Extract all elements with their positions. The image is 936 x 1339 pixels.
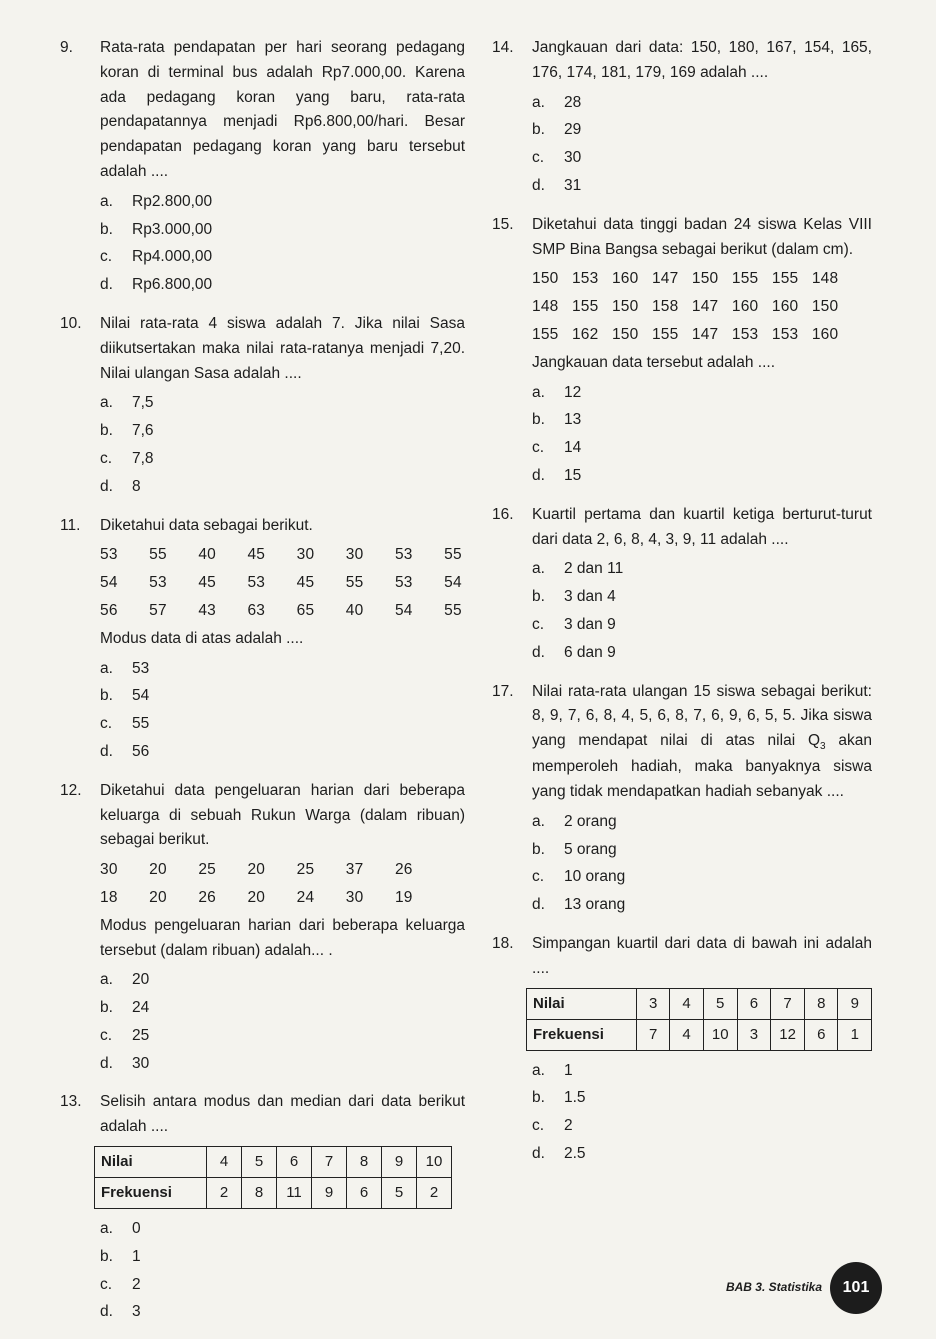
data-row: 30 20 25 20 25 37 26 [100, 861, 413, 879]
table-row [95, 1178, 452, 1209]
question-number: 13. [60, 1093, 82, 1111]
data-row: 54 53 45 53 45 55 53 54 [100, 574, 462, 592]
option-d: d. 13 orang [532, 896, 626, 914]
question-number: 10. [60, 314, 82, 332]
question-prompt: Modus pengeluaran harian dari beberapa keluarga tersebut (dalam ribuan) adalah... . [100, 916, 465, 959]
frequency-table [94, 1146, 452, 1209]
option-d: d. 15 [532, 466, 582, 484]
question-number: 14. [492, 39, 514, 56]
table-header-cell: Nilai [527, 988, 637, 1019]
table-cell: 6 [347, 1178, 382, 1209]
option-a: a. Rp2.800,00 [100, 192, 213, 210]
option-c: c. 14 [532, 439, 582, 457]
data-row: 18 20 26 20 24 30 19 [100, 888, 413, 906]
data-row: 155 162 150 155 147 153 153 160 [532, 325, 839, 343]
table-cell: 5 [382, 1178, 417, 1209]
table-row [527, 988, 872, 1019]
question-number: 12. [60, 781, 82, 799]
table-cell: 7 [771, 988, 805, 1019]
question-stem: Kuartil pertama dan kuartil ketiga berturut-turut dari data 2, 6, 8, 4, 3, 9, 11 adalah .... [532, 505, 872, 548]
option-a: a. 20 [100, 971, 150, 989]
table-cell: 10 [703, 1019, 737, 1050]
question-stem: Nilai rata-rata 4 siswa adalah 7. Jika nilai Sasa diikutsertakan maka nilai rata-ratanya menjadi 7,20. Nilai ulangan Sasa adalah .... [100, 314, 465, 382]
table-cell: 2 [417, 1178, 452, 1209]
option-b: b. 3 dan 4 [532, 588, 616, 606]
question-9 [60, 36, 465, 298]
data-row: 148 155 150 158 147 160 160 150 [532, 298, 839, 316]
table-row [95, 1147, 452, 1178]
option-b: b. 24 [100, 999, 150, 1017]
table-cell: 9 [382, 1147, 417, 1178]
question-12 [60, 779, 465, 1077]
question-stem: Rata-rata pendapatan per hari seorang pedagang koran di terminal bus adalah Rp7.000,00. Karena ada pedagang koran yang baru, rata-rata pendapatannya menjadi Rp6.800,00/hari. Besar pendapatan pedagang koran yang baru tersebut adalah .... [100, 39, 465, 180]
table-cell: 6 [277, 1147, 312, 1178]
option-b: b. Rp3.000,00 [100, 220, 213, 238]
page-number: 101 [830, 1262, 882, 1314]
option-b: b. 1.5 [532, 1089, 586, 1107]
table-cell: 6 [805, 1019, 838, 1050]
option-a: a. 53 [100, 659, 150, 677]
left-column [60, 36, 465, 1339]
table-header-cell: Frekuensi [95, 1178, 207, 1209]
option-c: c. 30 [532, 149, 582, 167]
table-cell: 7 [312, 1147, 347, 1178]
option-d: d. 2.5 [532, 1144, 586, 1162]
option-d: d. Rp6.800,00 [100, 276, 213, 294]
question-number: 17. [492, 682, 514, 700]
option-d: d. 30 [100, 1054, 150, 1072]
option-c: c. Rp4.000,00 [100, 248, 213, 266]
question-prompt: Modus data di atas adalah .... [100, 629, 304, 647]
question-16 [492, 503, 872, 666]
data-row: 56 57 43 63 65 40 54 55 [100, 601, 462, 619]
data-row: 53 55 40 45 30 30 53 55 [100, 546, 462, 564]
option-a: a. 0 [100, 1220, 141, 1238]
question-stem: Diketahui data tinggi badan 24 siswa Kelas VIII SMP Bina Bangsa sebagai berikut (dalam cm). [532, 215, 872, 258]
question-number: 18. [492, 935, 514, 952]
question-prompt: Jangkauan data tersebut adalah .... [532, 353, 776, 371]
question-13 [60, 1090, 465, 1325]
data-row: 150 153 160 147 150 155 155 148 [532, 270, 839, 288]
option-c: c. 3 dan 9 [532, 615, 616, 633]
option-b: b. 29 [532, 121, 582, 139]
option-d: d. 3 [100, 1303, 141, 1321]
table-cell: 9 [838, 988, 872, 1019]
table-cell: 7 [636, 1019, 669, 1050]
table-cell: 4 [670, 1019, 703, 1050]
option-a: a. 2 orang [532, 812, 617, 830]
question-stem: Diketahui data pengeluaran harian dari beberapa keluarga di sebuah Rukun Warga (dalam ribuan) sebagai berikut. [100, 781, 465, 849]
table-cell: 4 [207, 1147, 242, 1178]
option-c: c. 2 [100, 1275, 141, 1293]
question-11 [60, 514, 465, 765]
option-a: a. 28 [532, 93, 582, 111]
table-header-cell: Nilai [95, 1147, 207, 1178]
question-18 [492, 932, 872, 1167]
table-cell: 9 [312, 1178, 347, 1209]
option-d: d. 6 dan 9 [532, 643, 616, 661]
option-a: a. 2 dan 11 [532, 560, 624, 578]
table-cell: 2 [207, 1178, 242, 1209]
table-cell: 8 [805, 988, 838, 1019]
table-cell: 11 [277, 1178, 312, 1209]
option-d: d. 8 [100, 477, 141, 495]
option-b: b. 1 [100, 1247, 141, 1265]
table-cell: 6 [737, 988, 770, 1019]
option-c: c. 10 orang [532, 868, 626, 886]
table-cell: 1 [838, 1019, 872, 1050]
option-c: c. 7,8 [100, 449, 154, 467]
question-14 [492, 36, 872, 199]
table-cell: 12 [771, 1019, 805, 1050]
question-10 [60, 312, 465, 500]
question-17 [492, 680, 872, 918]
question-number: 11. [60, 516, 81, 534]
frequency-table [526, 988, 872, 1051]
option-d: d. 31 [532, 176, 582, 194]
chapter-label: BAB 3. Statistika [725, 1280, 822, 1295]
option-d: d. 56 [100, 742, 150, 760]
table-cell: 4 [670, 988, 703, 1019]
table-cell: 3 [737, 1019, 770, 1050]
table-cell: 8 [242, 1178, 277, 1209]
question-number: 15. [492, 215, 514, 233]
option-b: b. 7,6 [100, 422, 154, 440]
table-cell: 3 [636, 988, 669, 1019]
table-cell: 5 [242, 1147, 277, 1178]
table-header-cell: Frekuensi [527, 1019, 637, 1050]
question-number: 16. [492, 505, 514, 523]
right-column [492, 36, 872, 1181]
page-footer [720, 1262, 882, 1314]
table-cell: 5 [703, 988, 737, 1019]
question-stem: Nilai rata-rata ulangan 15 siswa sebagai berikut: 8, 9, 7, 6, 8, 4, 5, 6, 8, 7, 6, 9, 6, 5, 5. Jika siswa yang mendapat nilai di atas nilai $Q_3$ akan memperoleh hadiah, maka banyaknya siswa yang tidak mendapatkan hadiah sebanyak .... [532, 682, 873, 801]
option-b: b. 5 orang [532, 840, 617, 858]
question-15 [492, 213, 872, 489]
question-number: 9. [60, 39, 73, 56]
table-row [527, 1019, 872, 1050]
option-b: b. 13 [532, 411, 582, 429]
question-stem: Simpangan kuartil dari data di bawah ini adalah .... [532, 935, 872, 977]
table-cell: 10 [417, 1147, 452, 1178]
option-c: c. 25 [100, 1026, 150, 1044]
table-cell: 8 [347, 1147, 382, 1178]
option-a: a. 1 [532, 1061, 573, 1079]
option-a: a. 12 [532, 383, 582, 401]
question-stem: Jangkauan dari data: 150, 180, 167, 154, 165, 176, 174, 181, 179, 169 adalah .... [532, 39, 872, 81]
option-c: c. 55 [100, 715, 150, 733]
option-a: a. 7,5 [100, 394, 154, 412]
question-stem: Selisih antara modus dan median dari data berikut adalah .... [100, 1093, 465, 1136]
option-b: b. 54 [100, 687, 150, 705]
question-stem: Diketahui data sebagai berikut. [100, 516, 313, 534]
option-c: c. 2 [532, 1117, 573, 1135]
